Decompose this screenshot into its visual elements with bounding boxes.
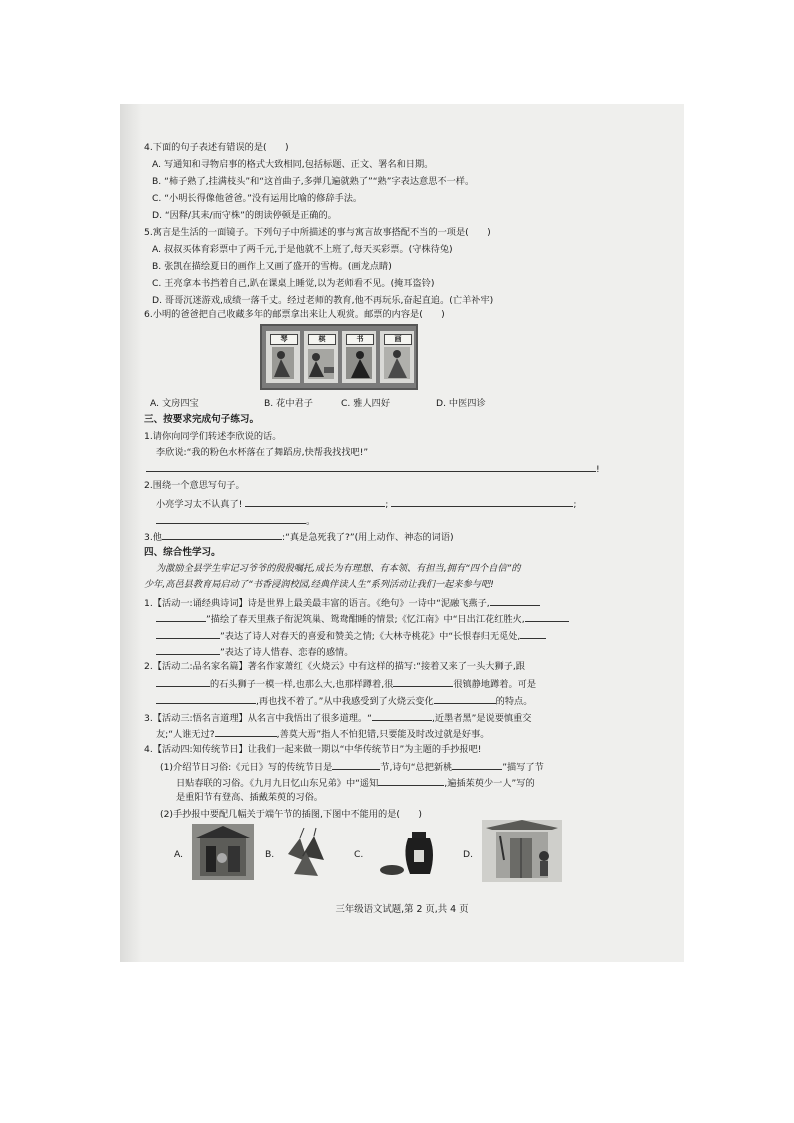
q6-option-c: C. 雅人四好 <box>341 398 391 409</box>
q6-option-d: D. 中医四诊 <box>436 398 486 409</box>
door-mugwort-scene-icon <box>482 820 562 882</box>
stamp-qin <box>266 331 300 383</box>
section3-title: 三、按要求完成句子练习。 <box>144 414 260 425</box>
stamp-figure-icon <box>304 331 338 383</box>
activity3-text2b: ,善莫大焉”指人不怕犯错,只要能及时改过就是好事。 <box>276 729 490 740</box>
activity4-sub1-line2 <box>176 776 535 790</box>
s4-intro-line2: 少年,高邑县教育局启动了“书香浸润校园,经典伴读人生”系列活动让我们一起来参与吧! <box>144 579 494 590</box>
s3-q1-quote: 李欣说:“我的粉色水杯落在了舞蹈房,快帮我找找吧!” <box>156 447 369 458</box>
activity2-text2b: 很镇静地蹲着。可是 <box>453 679 537 690</box>
activity2-line1: 2.【活动二:品名家名篇】著名作家萧红《火烧云》中有这样的描写:“接着又来了一头大狮子,跟 <box>144 661 525 672</box>
s3-q1-end-mark: ! <box>596 464 600 475</box>
stamp-shu <box>342 331 376 383</box>
activity1-line4 <box>156 645 353 659</box>
s3-q2-sep1: ; <box>385 499 389 510</box>
stamp-label: 书 <box>346 334 374 345</box>
q6-option-b: B. 花中君子 <box>264 398 313 409</box>
activity4-sub1-text2a: 日贴春联的习俗。《九月九日忆山东兄弟》中“遥知 <box>176 778 379 789</box>
stamp-label: 画 <box>384 334 412 345</box>
activity3-line2 <box>156 727 489 741</box>
picture-option-b-label: B. <box>265 849 275 860</box>
picture-option-a-label: A. <box>174 849 184 860</box>
activity2-line3 <box>156 694 532 708</box>
exam-page <box>120 104 684 962</box>
activity1-line2 <box>156 612 569 626</box>
activity1-text3: ”表达了诗人对春天的喜爱和赞美之情;《大林寺桃花》中“长恨春归无觅处, <box>220 631 521 642</box>
picture-option-c-label: C. <box>354 849 364 860</box>
activity4-sub1-line3: 是重阳节有登高、插戴茱萸的习俗。 <box>176 792 323 803</box>
s3-q1-answer-line <box>146 462 600 476</box>
activity1-line1 <box>144 596 540 610</box>
activity3-text1a: 3.【活动三:悟名言道理】从名言中我悟出了很多道理。“ <box>144 713 372 724</box>
dragon-boat-scene-icon <box>192 824 254 880</box>
q4-option-d: D. “因释/其耒/而守株”的朗读停顿是正确的。 <box>152 210 337 221</box>
picture-option-d-label: D. <box>463 849 473 860</box>
activity4-sub1-line1 <box>160 760 544 774</box>
activity1-text2: ”描绘了春天里燕子衔泥筑巢、鸳鸯酣睡的情景;《忆江南》中“日出江花红胜火, <box>206 614 525 625</box>
s3-q3-pre: 3.他 <box>144 532 162 543</box>
s3-q3 <box>144 530 454 544</box>
s3-q2-end: 。 <box>306 516 316 527</box>
activity3-line1 <box>144 711 532 725</box>
s3-q3-post: :“真是急死我了?”(用上动作、神态的词语) <box>281 532 454 543</box>
zongzi-icon <box>280 826 330 880</box>
s4-intro-line1: 为激励全县学生牢记习爷爷的殷殷嘱托,成长为有理想、有本领、有担当,拥有“四个自信”的 <box>156 563 521 574</box>
q6-stem: 6.小明的爸爸把自己收藏多年的邮票拿出来让人观赏。邮票的内容是( ) <box>144 309 445 320</box>
activity4-sub1-text1b: 节,诗句“总把新桃 <box>380 762 453 773</box>
q5-stem: 5.寓言是生活的一面镜子。下列句子中所描述的事与寓言故事搭配不当的一项是( ) <box>144 227 491 238</box>
activity3-text1b: ,近墨者黑”是说要慎重交 <box>431 713 532 724</box>
s3-q2: 2.围绕一个意思写句子。 <box>144 480 245 491</box>
s3-q2-line2 <box>156 514 315 528</box>
page-footer: 三年级语文试题,第 2 页,共 4 页 <box>335 904 469 915</box>
s3-q2-prompt: 小亮学习太不认真了! <box>156 499 243 510</box>
activity2-text3b: 的特点。 <box>495 696 533 707</box>
q4-option-b: B. “柿子熟了,挂满枝头”和“这首曲子,多弹几遍就熟了”“熟”字表达意思不一样。 <box>152 176 475 187</box>
activity4-sub1-text2b: ,遍插茱萸少一人”写的 <box>444 778 535 789</box>
activity4-sub1-text1c: ”描写了节 <box>502 762 544 773</box>
stamp-figure-icon <box>380 331 414 383</box>
q4-stem: 4.下面的句子表述有错误的是( ) <box>144 142 289 153</box>
activity1-text4: ”表达了诗人惜春、恋春的感情。 <box>220 647 354 658</box>
q5-option-a: A. 叔叔买体育彩票中了两千元,于是他就不上班了,每天买彩票。(守株待兔) <box>152 244 453 255</box>
scan-shadow <box>120 104 142 962</box>
section4-title: 四、综合性学习。 <box>144 547 221 558</box>
stamp-label: 棋 <box>308 334 336 345</box>
stamp-qi <box>304 331 338 383</box>
q4-option-c: C. “小明长得像他爸爸。”没有运用比喻的修辞手法。 <box>152 193 363 204</box>
stamp-strip <box>260 324 418 390</box>
stamp-figure-icon <box>342 331 376 383</box>
q5-option-b: B. 张凯在描绘夏日的画作上又画了盛开的雪梅。(画龙点睛) <box>152 261 392 272</box>
activity2-line2 <box>156 677 536 691</box>
activity1-line3 <box>156 629 546 643</box>
q4-option-a: A. 写通知和寻物启事的格式大致相同,包括标题、正文、署名和日期。 <box>152 159 434 170</box>
activity4-sub1-text1a: (1)介绍节日习俗:《元日》写的传统节日是 <box>160 762 333 773</box>
s3-q2-line <box>156 497 576 511</box>
q5-option-c: C. 王亮拿本书挡着自己,趴在课桌上睡觉,以为老师看不见。(掩耳盗铃) <box>152 278 435 289</box>
activity2-text3a: ,再也找不着了。”从中我感受到了火烧云变化 <box>256 696 434 707</box>
stamp-label: 琴 <box>270 334 298 345</box>
activity4-sub2: (2)手抄报中要配几幅关于端午节的插图,下图中不能用的是( ) <box>160 809 422 820</box>
activity1-text1: 1.【活动一:诵经典诗词】诗是世界上最美最丰富的语言。《绝句》一诗中“泥融飞燕子, <box>144 598 490 609</box>
activity4-line1: 4.【活动四:知传统节日】让我们一起来做一期以“中华传统节日”为主题的手抄报吧! <box>144 744 482 755</box>
activity2-text2a: 的石头狮子一模一样,也那么大,也那样蹲着,很 <box>210 679 394 690</box>
s3-q2-sep2: ; <box>573 499 577 510</box>
stamp-hua <box>380 331 414 383</box>
q6-option-a: A. 文房四宝 <box>150 398 199 409</box>
activity3-text2a: 友;“人谁无过? <box>156 729 215 740</box>
q5-option-d: D. 哥哥沉迷游戏,成绩一落千丈。经过老师的教育,他不再玩乐,奋起直追。(亡羊补牢) <box>152 295 494 306</box>
s3-q1: 1.请你向同学们转述李欣说的话。 <box>144 431 282 442</box>
realgar-wine-jar-icon <box>378 824 442 878</box>
stamp-figure-icon <box>266 331 300 383</box>
